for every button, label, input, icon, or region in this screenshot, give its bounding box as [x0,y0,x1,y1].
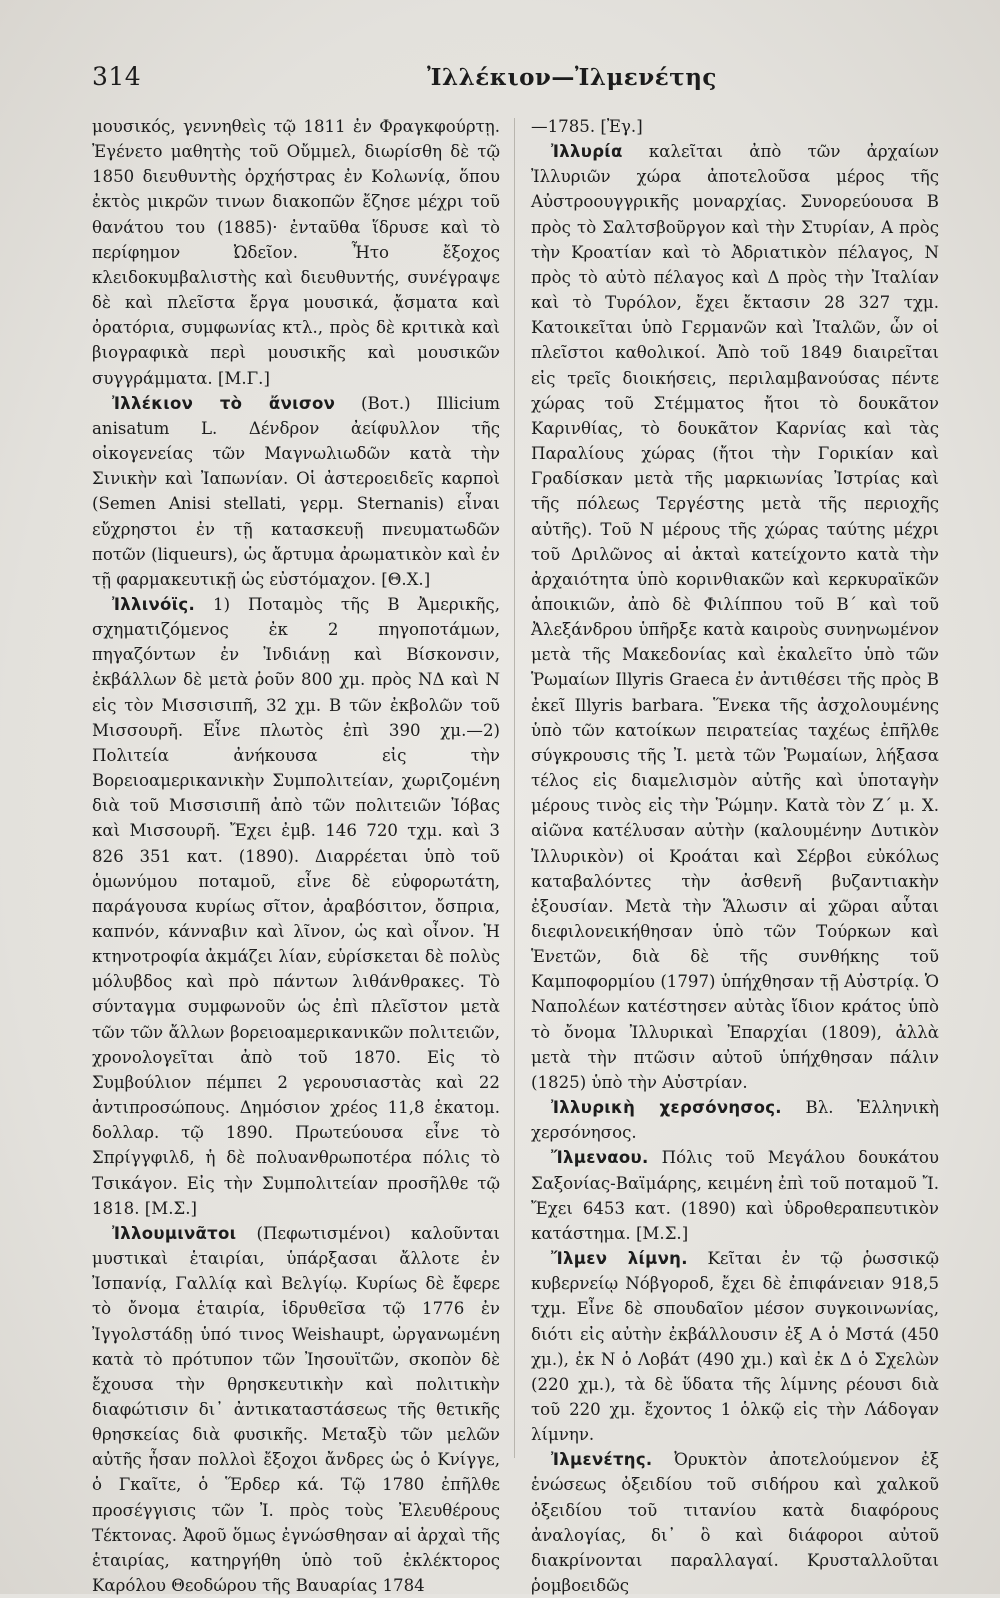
entry-text: μουσικός, γεννηθεὶς τῷ 1811 ἐν Φραγκφούρτῃ. Ἐγένετο μαθητὴς τοῦ Οὔμμελ, διωρίσθη δὲ τῷ 1850 διευθυντὴς ὀρχήστρας ἐν Κολωνίᾳ, ὅπου ἐκτὸς μικρῶν τινων διακοπῶν ἔζησε μέχρι τοῦ θανάτου του (1885)· ἐνταῦθα ἵδρυσε καὶ τὸ περίφημον Ὠδεῖον. Ἦτο ἔξοχος κλειδοκυμβαλιστὴς καὶ διευθυντής, συνέγραψε δὲ καὶ πλεῖστα ἔργα μουσικά, ᾄσματα καὶ ὀρατόρια, συμφωνίας κτλ., πρὸς δὲ κριτικὰ καὶ βιογραφικὰ περὶ μουσικῆς καὶ μουσικῶν συγγράμματα. [Μ.Γ.] [92,117,500,388]
entry-continuation [531,114,939,139]
entry-headword: Ἴλμεναου. [551,1148,649,1168]
entry-illekion [92,391,500,592]
left-column [92,114,500,1598]
right-column [531,114,939,1598]
entry-headword: Ἰλλυρία [551,142,623,162]
entry-text: 1) Ποταμὸς τῆς Β Ἀμερικῆς, σχηματιζόμενος ἐκ 2 πηγοποτάμων, πηγαζόντων ἐν Ἰνδιάνῃ καὶ Βίσκονσιν, ἐκβάλλων δὲ μετὰ ῥοῦν 800 χμ. πρὸς ΝΔ καὶ Ν εἰς τὸν Μισσισιπῆ, 32 χμ. Β τῶν ἐκβολῶν τοῦ Μισσουρῆ. Εἶνε πλωτὸς ἐπὶ 390 χμ.—2) Πολιτεία ἀνήκουσα εἰς τὴν Βορειοαμερικανικὴν Συμπολιτείαν, χωριζομένη διὰ τοῦ Μισσισιπῆ ἀπὸ τῶν πολιτειῶν Ἰόβας καὶ Μισσουρῆ. Ἔχει ἐμβ. 146 720 τχμ. καὶ 3 826 351 κατ. (1890). Διαρρέεται ὑπὸ τοῦ ὁμωνύμου ποταμοῦ, εἶνε δὲ εὐφορωτάτη, παράγουσα κυρίως σῖτον, ἀραβόσιτον, ὄσπρια, καπνόν, κάνναβιν καὶ λῖνον, ὡς καὶ οἶνον. Ἡ κτηνοτροφία ἀκμάζει λίαν, εὑρίσκεται δὲ πολὺς μόλυβδος καὶ πρὸ πάντων λιθάνθρακες. Τὸ σύνταγμα συμφωνοῦν ὡς ἐπὶ πλεῖστον μετὰ τῶν τῶν ἄλλων βορειοαμερικανικῶν πολιτειῶν, χρονολογεῖται ἀπὸ τοῦ 1870. Εἰς τὸ Συμβούλιον πέμπει 2 γερουσιαστὰς καὶ 22 ἀντιπροσώπους. Δημόσιον χρέος 11,8 ἑκατομ. δολλαρ. τῷ 1890. Πρωτεύουσα εἶνε τὸ Σπρίγγφιλδ, ἡ δὲ πολυανθρωποτέρα πόλις τὸ Τσικάγον. Εἰς τὴν Συμπολιτείαν προσῆλθε τῷ 1818. [Μ.Σ.] [92,594,500,1218]
page-number: 314 [92,62,142,91]
entry-text: (Πεφωτισμένοι) καλοῦνται μυστικαὶ ἑταιρίαι, ὑπάρξασαι ἄλλοτε ἐν Ἰσπανίᾳ, Γαλλίᾳ καὶ Βελγίῳ. Κυρίως δὲ ἔφερε τὸ ὄνομα ἑταιρία, ἱδρυθεῖσα τῷ 1776 ἐν Ἰγγολστάδῃ ὑπό τινος Weishaupt, ὠργανωμένη κατὰ τὸ πρότυπον τῶν Ἰησουϊτῶν, σκοπὸν δὲ ἔχουσα τὴν θρησκευτικὴν καὶ πολιτικὴν διαφώτισιν δι᾽ ἀντικαταστάσεως τῆς θετικῆς θρησκείας διὰ φυσικῆς. Μεταξὺ τῶν μελῶν αὐτῆς ἦσαν πολλοὶ ἔξοχοι ἄνδρες ὡς ὁ Κνίγγε, ὁ Γκαῖτε, ὁ Ἕρδερ κά. Τῷ 1780 ἐπῆλθε προσέγγισις τῶν Ἰ. πρὸς τοὺς Ἐλευθέρους Τέκτονας. Ἀφοῦ ὅμως ἐγνώσθησαν αἱ ἀρχαὶ τῆς ἑταιρίας, κατηργήθη ὑπὸ τοῦ ἐκλέκτορος Καρόλου Θεοδώρου τῆς Βαυαρίας 1784 [92,1223,500,1596]
entry-illuminati [92,1221,500,1598]
entry-text: καλεῖται ἀπὸ τῶν ἀρχαίων Ἰλλυριῶν χώρα ἀποτελοῦσα μέρος τῆς Αὐστροουγγρικῆς μοναρχίας. Συνορεύουσα Β πρὸς τὸ Σαλτσβοῦργον καὶ τὴν Στυρίαν, Α πρὸς τὴν Κροατίαν καὶ τὸ Ἀδριατικὸν πέλαγος, Ν πρὸς τὸ αὐτὸ πέλαγος καὶ Δ πρὸς τὴν Ἰταλίαν καὶ τὸ Τυρόλον, ἔχει ἔκτασιν 28 327 τχμ. Κατοικεῖται ὑπὸ Γερμανῶν καὶ Ἰταλῶν, ὧν οἱ πλεῖστοι καθολικοί. Ἀπὸ τοῦ 1849 διαιρεῖται εἰς τρεῖς διοικήσεις, περιλαμβανούσας πέντε χώρας τοῦ Στέμματος ἤτοι τὸ δουκᾶτον Καρινθίας, τὸ δουκᾶτον Καρνίας καὶ τὰς Παραλίους χώρας (ἤτοι τὴν Γορικίαν καὶ Γραδίσκαν μετὰ τῆς μαρκιωνίας Ἰστρίας καὶ τῆς πόλεως Τεργέστης μετὰ τῆς περιοχῆς αὐτῆς). Τοῦ Ν μέρους τῆς χώρας ταύτης μέχρι τοῦ Δριλῶνος αἱ ἀκταὶ κατείχοντο κατὰ τὴν ἀρχαιότητα ὑπὸ κορινθιακῶν καὶ κερκυραϊκῶν ἀποικιῶν, ἀπὸ δὲ Φιλίππου τοῦ Β΄ καὶ τοῦ Ἀλεξάνδρου ὑπῆρξε κατὰ καιροὺς συνηνωμένον μετὰ τῆς Μακεδονίας καὶ ἐκαλεῖτο ὑπὸ τῶν Ῥωμαίων Illyris Graeca ἐν ἀντιθέσει τῆς πρὸς Β ἐκεῖ Illyris barbara. Ἕνεκα τῆς ἀσχολουμένης ὑπὸ τῶν κατοίκων πειρατείας ταχέως ἐπῆλθε σύγκρουσις τῆς Ἰ. μετὰ τῶν Ῥωμαίων, λήξασα τέλος εἰς διαμελισμὸν αὐτῆς καὶ ὑποταγὴν μέρους τινὸς εἰς τὴν Ῥώμην. Κατὰ τὸν Ζ΄ μ. Χ. αἰῶνα κατέλυσαν αὐτὴν (καλουμένην Δυτικὸν Ἰλλυρικὸν) οἱ Κροάται καὶ Σέρβοι εὐκόλως καταβαλόντες τὴν ἀσθενῆ βυζαντιακὴν ἐξουσίαν. Μετὰ τὴν Ἅλωσιν αἱ χῶραι αὗται διεφιλονεικήθησαν ὑπὸ τῶν Τούρκων καὶ Ἑνετῶν, διὰ δὲ τῆς συνθήκης τοῦ Καμποφορμίου (1797) ὑπήχθησαν τῇ Αὐστρίᾳ. Ὁ Ναπολέων κατέστησεν αὐτὰς ἴδιον κράτος ὑπὸ τὸ ὄνομα Ἰλλυρικαὶ Ἐπαρχίαι (1809), ἀλλὰ μετὰ τὴν πτῶσιν αὐτοῦ ὑπήχθησαν πάλιν (1825) ὑπὸ τὴν Αὐστρίαν. [531,142,939,1092]
entry-text: Κεῖται ἐν τῷ ῥωσσικῷ κυβερνείῳ Νόβγοροδ, ἔχει δὲ ἐπιφάνειαν 918,5 τχμ. Εἶνε δὲ σπουδαῖον μέσον συγκοινωνίας, διότι εἰς αὐτὴν ἐκβάλλουσιν ἐξ Α ὁ Μστά (450 χμ.), ἐκ Ν ὁ Λοβάτ (490 χμ.) καὶ ἐκ Δ ὁ Σχελὼν (220 χμ.), τὰ δὲ ὕδατα τῆς λίμνης ρέουσι διὰ τοῦ 220 χμ. ἔχοντος 1 ὁλκῷ εἰς τὴν Λάδογαν λίμνην. [531,1249,939,1445]
entry-text: Βλ. Ἑλληνικὴ χερσόνησος. [531,1098,939,1143]
entry-ilmenitis [531,1447,939,1598]
page-header [92,62,944,94]
entry-ilmenau [531,1145,939,1246]
column-divider [514,118,515,1458]
entry-illinois [92,592,500,1221]
entry-continuation [92,114,500,391]
running-head: Ἰλλέκιον—Ἰλμενέτης [427,64,717,91]
entry-text: —1785. [Ἐγ.] [531,117,643,136]
entry-illyria [531,139,939,1095]
entry-headword: Ἰλλέκιον τὸ ἄνισον [112,393,336,413]
entry-ilmen-limni [531,1246,939,1447]
entry-illyriki-chersonisos [531,1095,939,1145]
entry-headword: Ἰλλινόϊς. [112,594,196,614]
entry-text: Ὀρυκτὸν ἀποτελούμενον ἐξ ἑνώσεως ὀξειδίου τοῦ σιδήρου καὶ χαλκοῦ ὀξειδίου τοῦ τιτανίου κατὰ διαφόρους ἀναλογίας, δι᾽ ὃ καὶ διάφοροι αὐτοῦ διακρίνονται παραλλαγαί. Κρυσταλλοῦται ῥομβοειδῶς [531,1450,939,1596]
entry-headword: Ἴλμεν λίμνη. [551,1249,688,1269]
entry-headword: Ἰλμενέτης. [551,1450,653,1470]
entry-text: (Βοτ.) Illicium anisatum L. Δένδρον ἀείφυλλον τῆς οἰκογενείας τῶν Μαγνωλιωδῶν κατὰ τὴν Σινικὴν καὶ Ἰαπωνίαν. Οἱ ἀστεροειδεῖς καρποὶ (Semen Anisi stellati, γερμ. Sternanis) εἶναι εὔχρηστοι ἐν τῇ κατασκευῇ πνευματωδῶν ποτῶν (liqueurs), ὡς ἄρτυμα ἀρωματικὸν καὶ ἐν τῇ φαρμακευτικῇ ὡς εὐστόμαχον. [Θ.Χ.] [92,393,500,589]
entry-headword: Ἰλλυρικὴ χερσόνησος. [551,1098,782,1118]
entry-headword: Ἰλλουμινᾶτοι [112,1223,237,1243]
entry-text: Πόλις τοῦ Μεγάλου δουκάτου Σαξονίας-Βαϊμάρης, κειμένη ἐπὶ τοῦ ποταμοῦ Ἴ. Ἔχει 6453 κατ. (1890) καὶ ὑδροθεραπευτικὸν κατάστημα. [Μ.Σ.] [531,1148,939,1243]
